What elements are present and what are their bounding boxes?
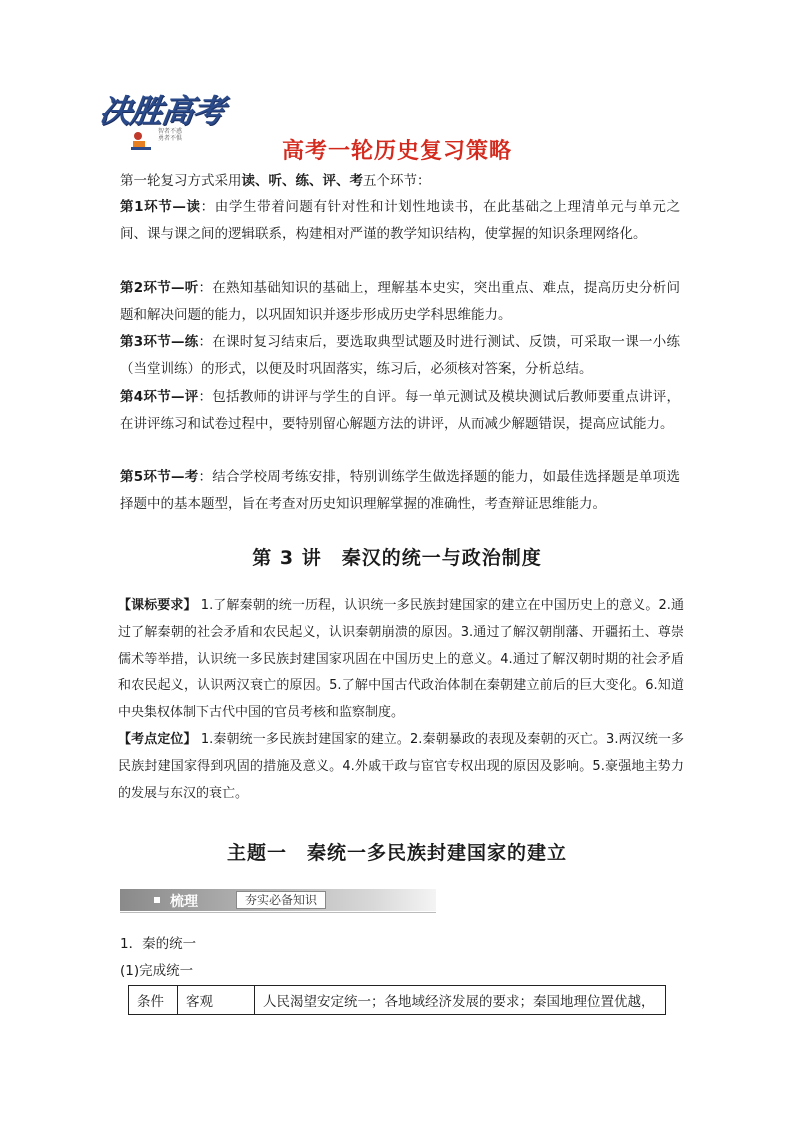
item-heading-2: (1)完成统一 — [120, 963, 194, 979]
table-cell: 人民渴望安定统一；各地域经济发展的要求；秦国地理位置优越， — [255, 986, 666, 1015]
step-2-paragraph: 第2环节—听：在熟知基础知识的基础上，理解基本史实，突出重点、难点，提高历史分析问题和解决问题的能力，以巩固知识并逐步形成历史学科思维能力。 — [120, 280, 680, 323]
bar-subtitle: 夯实必备知识 — [236, 891, 326, 909]
topic-title: 主题一 秦统一多民族封建国家的建立 — [226, 842, 567, 864]
conditions-table — [128, 985, 666, 1015]
step-3-paragraph: 第3环节—练：在课时复习结束后，要选取典型试题及时进行测试、反馈，可采取一课一小练（当堂训练）的形式，以便及时巩固落实，练习后，必须核对答案，分析总结。 — [120, 334, 680, 377]
logo-text: 决胜高考 — [97, 92, 227, 130]
curriculum-requirements: 【课标要求】 1.了解秦朝的统一历程，认识统一多民族封建国家的建立在中国历史上的意义。2.通过了解秦朝的社会矛盾和农民起义，认识秦朝崩溃的原因。3.通过了解汉朝削藩、开疆拓土、尊崇儒术等举措，认识统一多民族封建国家巩固在中国历史上的意义。4.通过了解汉朝时期的社会矛盾和农民起义，认识两汉衰亡的原因。5.了解中国古代政治体制在秦朝建立前后的巨大变化。6.知道中央集权体制下古代中国的官员考核和监察制度。 — [118, 598, 684, 721]
intro-paragraph: 第一轮复习方式采用读、听、练、评、考五个环节： — [120, 173, 431, 189]
table-cell: 客观 — [178, 986, 255, 1015]
exam-focus: 【考点定位】 1.秦朝统一多民族封建国家的建立。2.秦朝暴政的表现及秦朝的灭亡。3.两汉统一多民族封建国家得到巩固的措施及意义。4.外戚干政与宦官专权出现的原因及影响。5.豪强地主势力的发展与东汉的衰亡。 — [118, 732, 684, 801]
divider — [120, 912, 436, 913]
table-cell: 条件 — [129, 986, 178, 1015]
section-bar — [120, 889, 436, 911]
logo-slogan: 智者不惑 勇者不惧 — [158, 128, 183, 142]
main-title: 高考一轮历史复习策略 — [281, 139, 512, 164]
bar-label: 梳理 — [170, 894, 198, 910]
bullet-icon — [154, 897, 160, 903]
lecture-title: 第 3 讲 秦汉的统一与政治制度 — [252, 547, 542, 569]
item-heading-1: 1．秦的统一 — [120, 936, 197, 952]
step-4-paragraph: 第4环节—评：包括教师的讲评与学生的自评。每一单元测试及模块测试后教师要重点讲评，在讲评练习和试卷过程中，要特别留心解题方法的讲评，从而减少解题错误，提高应试能力。 — [120, 389, 680, 432]
step-5-paragraph: 第5环节—考：结合学校周考练安排，特别训练学生做选择题的能力，如最佳选择题是单项选择题中的基本题型，旨在考查对历史知识理解掌握的准确性，考查辩证思维能力。 — [120, 469, 680, 512]
table-row — [129, 986, 666, 1015]
step-1-paragraph: 第1环节—读：由学生带着问题有针对性和计划性地读书，在此基础之上理清单元与单元之间、课与课之间的逻辑联系，构建相对严谨的教学知识结构，使掌握的知识条理网络化。 — [120, 199, 680, 242]
